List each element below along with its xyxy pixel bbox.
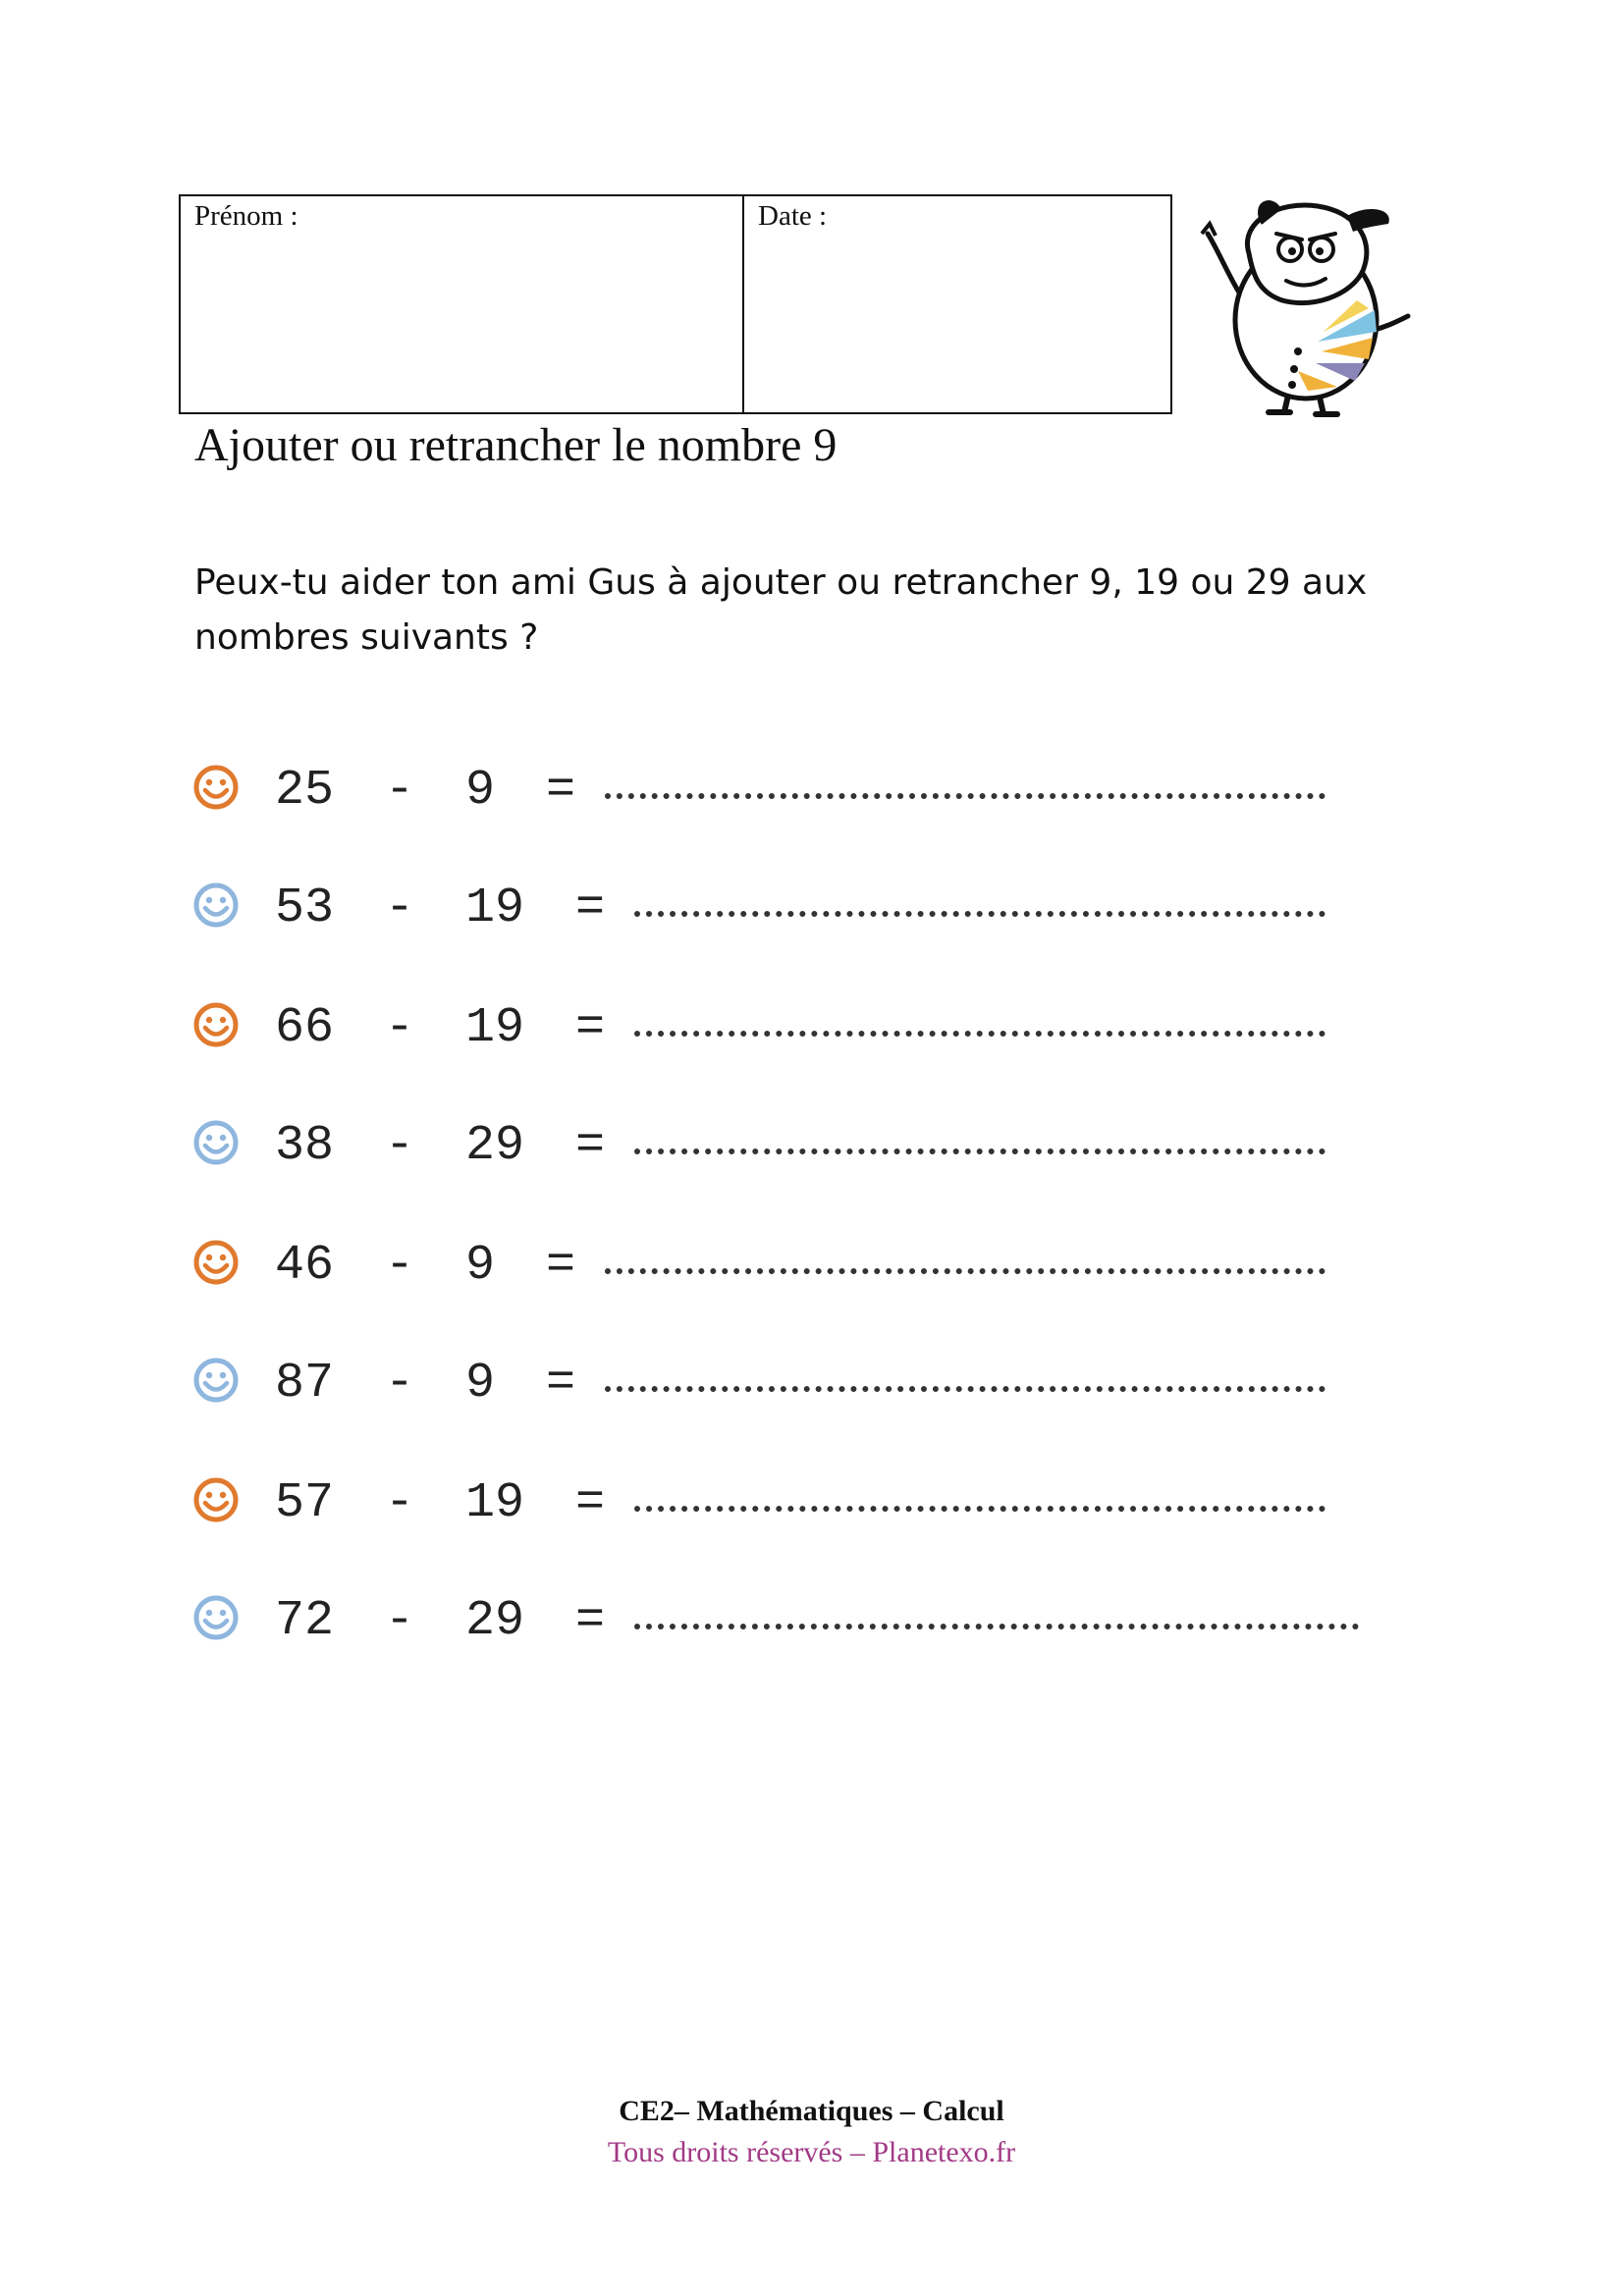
smiley-icon — [192, 1476, 240, 1523]
exercise-row — [192, 762, 1430, 830]
exercise-row — [192, 1355, 1430, 1423]
answer-line[interactable] — [634, 1624, 1359, 1629]
footer-rights: Tous droits réservés – Planetexo.fr — [607, 2136, 1016, 2168]
smiley-icon — [192, 1594, 240, 1641]
date-label: Date : — [758, 200, 828, 232]
answer-line[interactable] — [634, 1506, 1325, 1512]
worksheet-title: Ajouter ou retrancher le nombre 9 — [194, 419, 838, 471]
answer-line[interactable] — [634, 911, 1325, 917]
exercise-expression: 72 - 29 = — [275, 1593, 606, 1649]
name-label: Prénom : — [194, 200, 298, 232]
smiley-icon — [192, 1239, 240, 1286]
exercise-row — [192, 1117, 1430, 1186]
exercise-expression: 46 - 9 = — [275, 1238, 576, 1294]
smiley-icon — [192, 1001, 240, 1048]
smiley-icon — [192, 1119, 240, 1166]
exercise-expression: 38 - 29 = — [275, 1118, 606, 1174]
gus-mascot-icon — [1200, 194, 1414, 418]
answer-line[interactable] — [634, 1031, 1325, 1037]
header-table — [179, 194, 1172, 414]
footer-subject: CE2– Mathématiques – Calcul — [619, 2095, 1004, 2127]
answer-line[interactable] — [634, 1148, 1325, 1154]
answer-line[interactable] — [605, 793, 1325, 799]
name-field[interactable] — [181, 196, 744, 412]
smiley-icon — [192, 764, 240, 811]
exercise-expression: 57 - 19 = — [275, 1475, 606, 1531]
exercise-row — [192, 1474, 1430, 1543]
exercise-row — [192, 880, 1430, 948]
exercise-expression: 66 - 19 = — [275, 1000, 606, 1056]
exercise-expression: 87 - 9 = — [275, 1356, 576, 1412]
answer-line[interactable] — [605, 1268, 1325, 1274]
exercise-expression: 25 - 9 = — [275, 763, 576, 819]
smiley-icon — [192, 881, 240, 929]
exercise-row — [192, 999, 1430, 1068]
answer-line[interactable] — [605, 1386, 1325, 1392]
exercise-row — [192, 1592, 1430, 1661]
instructions: Peux-tu aider ton ami Gus à ajouter ou retrancher 9, 19 ou 29 aux nombres suivants ? — [194, 562, 1368, 658]
smiley-icon — [192, 1357, 240, 1404]
exercise-row — [192, 1237, 1430, 1306]
exercise-expression: 53 - 19 = — [275, 881, 606, 936]
date-field[interactable] — [744, 196, 1170, 412]
